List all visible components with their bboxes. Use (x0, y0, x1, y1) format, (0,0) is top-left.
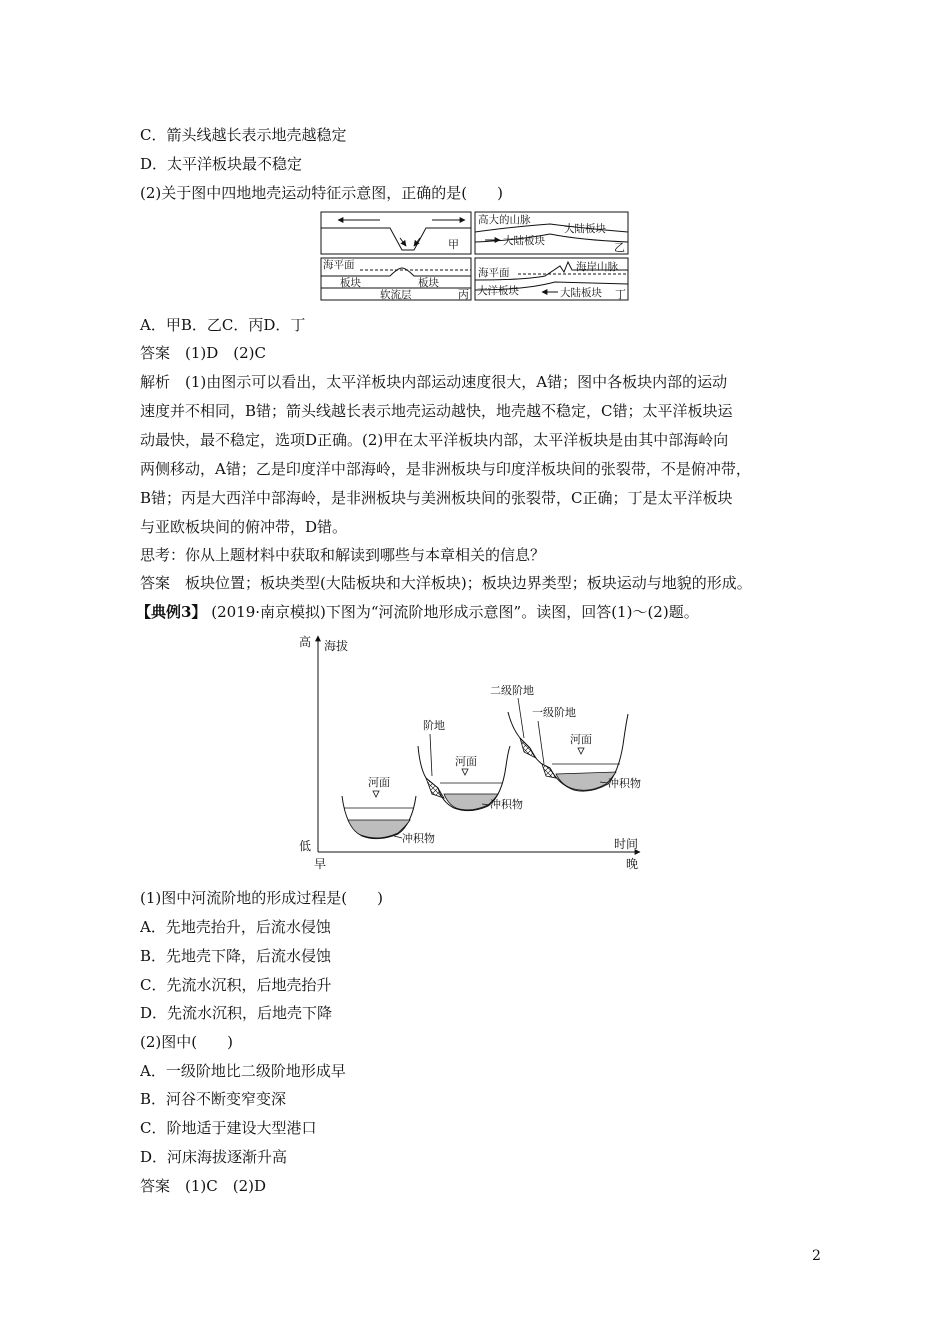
panel-yi (475, 212, 628, 254)
stage-3-sediment: 冲积物 (608, 777, 641, 790)
stage-2-sediment: 冲积物 (490, 798, 523, 811)
example-3-heading (136, 601, 699, 623)
example-3-stem: (2019·南京模拟)下图为“河流阶地形成示意图”。读图，回答(1)～(2)题。 (211, 603, 699, 621)
analysis-line: 解析 (1)由图示可以看出，太平洋板块内部运动速度很大，A错；图中各板块内部的运动 (140, 373, 728, 391)
panel-bing-plate-left: 板块 (340, 277, 361, 289)
x-axis-early: 早 (314, 857, 327, 871)
panel-ding-mountain: 海岸山脉 (576, 261, 618, 273)
question-3-1-option-c: C．先流水沉积，后地壳抬升 (140, 976, 332, 994)
answer-3: 答案 (1)C (2)D (140, 1177, 266, 1195)
thinking-question: 思考：你从上题材料中获取和解读到哪些与本章相关的信息？ (140, 546, 546, 564)
y-axis-low: 低 (299, 839, 312, 853)
option-d: D．太平洋板块最不稳定 (140, 155, 303, 173)
panel-yi-mountain: 高大的山脉 (478, 214, 531, 226)
question-3-1-option-a: A．先地壳抬升，后流水侵蚀 (140, 918, 331, 936)
stage-2-terrace: 阶地 (423, 719, 445, 732)
question-3-2-option-d: D．河床海拔逐渐升高 (140, 1148, 288, 1166)
panel-jia-tag: 甲 (448, 238, 459, 251)
answer-1: 答案 (1)D (2)C (140, 344, 266, 362)
question-2-options: A．甲B．乙C．丙D．丁 (140, 316, 306, 334)
analysis-line: 动最快，最不稳定，选项D正确。(2)甲在太平洋板块内部，太平洋板块是由其中部海岭向 (140, 431, 729, 449)
question-3-2-option-c: C．阶地适于建设大型港口 (140, 1119, 317, 1137)
example-3-tag: 【典例3】 (136, 603, 207, 621)
stage-3-river: 河面 (570, 733, 592, 746)
panel-bing (321, 258, 471, 301)
stage-1-sediment: 冲积物 (402, 832, 435, 845)
option-c: C．箭头线越长表示地壳越稳定 (140, 126, 347, 144)
panel-ding-sea-level: 海平面 (478, 267, 510, 279)
stage-3-terrace-2: 二级阶地 (490, 684, 534, 697)
analysis-line: 与亚欧板块间的俯冲带，D错。 (140, 518, 348, 536)
panel-yi-tag: 乙 (614, 241, 625, 254)
question-3-1-stem: (1)图中河流阶地的形成过程是( ) (140, 889, 383, 907)
stage-3-valley (490, 683, 641, 791)
analysis-paragraph (140, 368, 824, 542)
y-axis-high: 高 (299, 635, 312, 649)
question-3-2-option-b: B．河谷不断变窄变深 (140, 1090, 287, 1108)
analysis-line: 两侧移动，A错；乙是印度洋中部海岭，是非洲板块与印度洋板块间的张裂带，不是俯冲带， (140, 460, 751, 478)
stage-2-river: 河面 (455, 755, 477, 768)
panel-jia (321, 212, 471, 254)
river-terrace-diagram (298, 628, 648, 872)
y-axis-label: 海拔 (324, 639, 349, 653)
panel-bing-tag: 丙 (458, 288, 469, 301)
question-3-1-option-d: D．先流水沉积，后地壳下降 (140, 1004, 333, 1022)
panel-yi-plate-left: 大陆板块 (503, 235, 545, 247)
thinking-answer: 答案 板块位置；板块类型(大陆板块和大洋板块)；板块边界类型；板块运动与地貌的形成。 (140, 574, 752, 592)
stage-2-valley (418, 718, 523, 811)
panel-ding-tag: 丁 (615, 288, 626, 301)
panel-ding-plate-left: 大洋板块 (477, 285, 519, 297)
analysis-line: 速度并不相同，B错；箭头线越长表示地壳运动越快，地壳越不稳定，C错；太平洋板块运 (140, 402, 733, 420)
panel-yi-plate-right: 大陆板块 (564, 223, 606, 235)
crust-movement-diagram (320, 210, 630, 302)
panel-ding-plate-right: 大陆板块 (560, 287, 602, 299)
stage-1-valley (342, 776, 435, 845)
question-3-2-stem: (2)图中( ) (140, 1033, 233, 1051)
analysis-line: B错；丙是大西洋中部海岭，是非洲板块与美洲板块间的张裂带，C正确；丁是太平洋板块 (140, 489, 733, 507)
question-3-2-option-a: A．一级阶地比二级阶地形成早 (140, 1062, 346, 1080)
panel-bing-plate-right: 板块 (418, 277, 439, 289)
stage-3-terrace-1: 一级阶地 (532, 706, 576, 719)
panel-bing-mantle: 软流层 (380, 289, 412, 301)
panel-ding (475, 258, 628, 301)
panel-bing-sea-level: 海平面 (323, 259, 355, 271)
page-number: 2 (812, 1248, 821, 1264)
question-2-stem: (2)关于图中四地地壳运动特征示意图，正确的是( ) (140, 184, 503, 202)
x-axis-label: 时间 (614, 837, 639, 851)
question-3-1-option-b: B．先地壳下降，后流水侵蚀 (140, 947, 332, 965)
stage-1-river: 河面 (368, 776, 390, 789)
x-axis-late: 晚 (626, 857, 639, 871)
